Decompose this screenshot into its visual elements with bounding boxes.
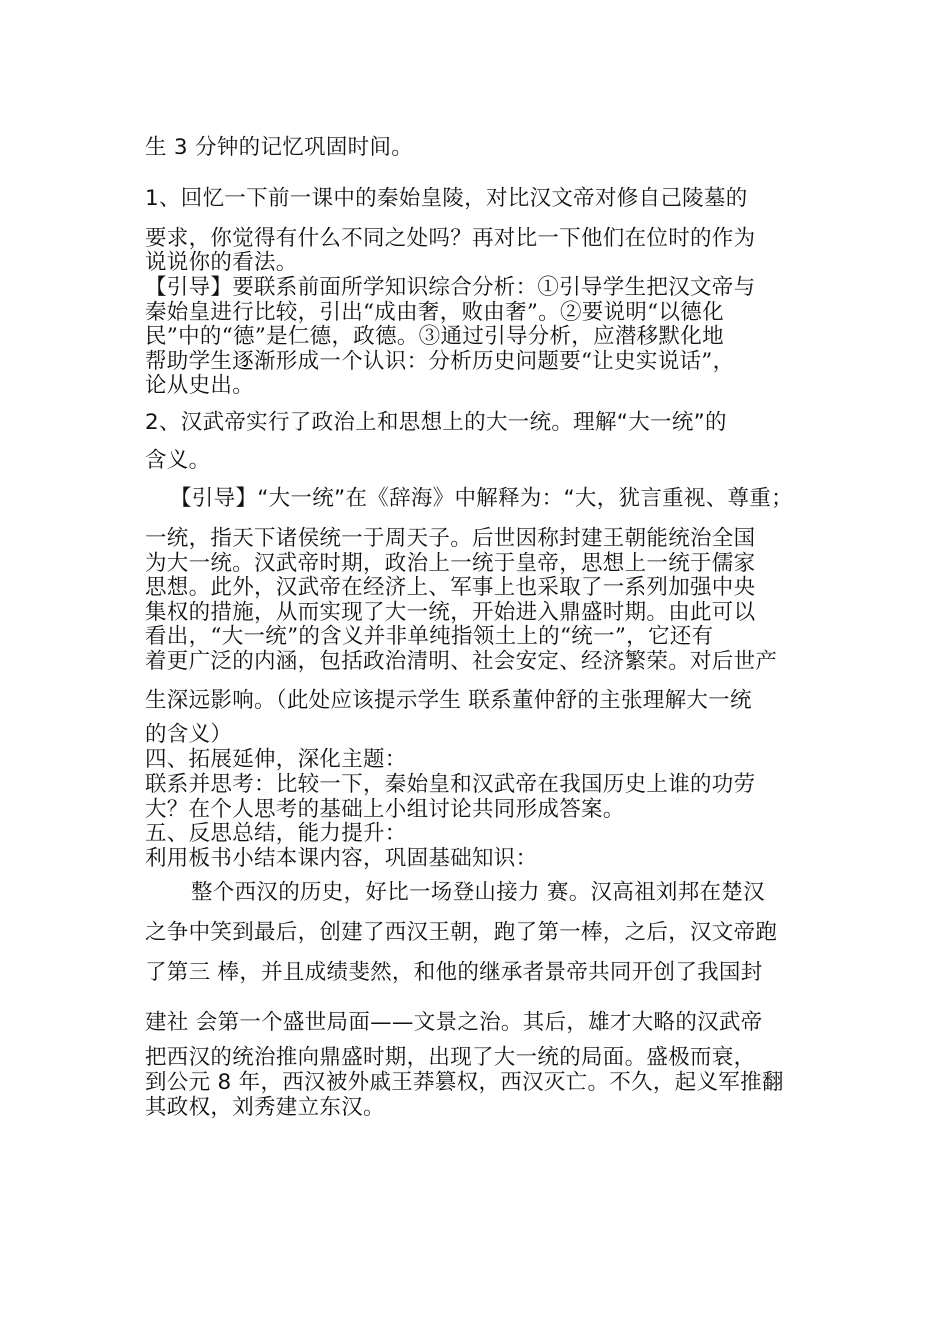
text-line: 生 3 分钟的记忆巩固时间。 <box>145 135 414 160</box>
text-line: 到公元 8 年，西汉被外戚王莽篡权，西汉灭亡。不久，起义军推翻 <box>145 1070 784 1095</box>
text-line: 说说你的看法。 <box>145 250 298 275</box>
text-line: 之争中笑到最后，创建了西汉王朝，跑了第一棒，之后，汉文帝跑 <box>145 920 778 945</box>
question-2-line: 2、汉武帝实行了政治上和思想上的大一统。理解“大一统”的 <box>145 410 727 435</box>
text-line: 着更广泛的内涵，包括政治清明、社会安定、经济繁荣。对后世产 <box>145 649 778 674</box>
text-line: 看出，“大一统”的含义并非单纯指领土上的“统一”，它还有 <box>145 624 714 649</box>
question-1-line: 1、回忆一下前一课中的秦始皇陵，对比汉文帝对修自己陵墓的 <box>145 186 748 211</box>
text-line: 要求，你觉得有什么不同之处吗？再对比一下他们在位时的作为 <box>145 226 756 251</box>
text-line: 论从史出。 <box>145 373 255 398</box>
text-line: 把西汉的统治推向鼎盛时期，出现了大一统的局面。盛极而衰， <box>145 1045 756 1070</box>
section-heading: 五、反思总结，能力提升： <box>145 821 407 846</box>
text-line: 秦始皇进行比较，引出“成由奢，败由奢”。②要说明“以德化 <box>145 300 724 325</box>
text-line: 大？在个人思考的基础上小组讨论共同形成答案。 <box>145 797 625 822</box>
text-line: 帮助学生逐渐形成一个认识：分析历史问题要“让史实说话”， <box>145 349 735 374</box>
text-line: 建社 会第一个盛世局面——文景之治。其后，雄才大略的汉武帝 <box>145 1010 763 1035</box>
text-line: 为大一统。汉武帝时期，政治上一统于皇帝，思想上一统于儒家 <box>145 551 756 576</box>
text-line: 民”中的“德”是仁德，政德。③通过引导分析，应潜移默化地 <box>145 324 724 349</box>
text-line: 利用板书小结本课内容，巩固基础知识： <box>145 846 538 871</box>
text-line: 一统，指天下诸侯统一于周天子。后世因称封建王朝能统治全国 <box>145 526 756 551</box>
text-line: 含义。 <box>145 448 211 473</box>
text-line: 生深远影响。（此处应该提示学生 联系董仲舒的主张理解大一统 <box>145 688 752 713</box>
text-line: 思想。此外，汉武帝在经济上、军事上也采取了一系列加强中央 <box>145 575 756 600</box>
guide-line: 【引导】“大一统”在《辞海》中解释为：“大，犹言重视、尊重； <box>170 486 793 511</box>
section-heading: 四、拓展延伸，深化主题： <box>145 747 407 772</box>
text-line: 了第三 棒，并且成绩斐然，和他的继承者景帝共同开创了我国封 <box>145 960 763 985</box>
summary-paragraph-line: 整个西汉的历史，好比一场登山接力 赛。汉高祖刘邦在楚汉 <box>191 880 765 905</box>
guide-line: 【引导】要联系前面所学知识综合分析：①引导学生把汉文帝与 <box>145 275 756 300</box>
text-line: 其政权，刘秀建立东汉。 <box>145 1095 385 1120</box>
text-line: 的含义） <box>145 722 233 747</box>
text-line: 集权的措施，从而实现了大一统，开始进入鼎盛时期。由此可以 <box>145 600 756 625</box>
text-line: 联系并思考：比较一下，秦始皇和汉武帝在我国历史上谁的功劳 <box>145 772 756 797</box>
